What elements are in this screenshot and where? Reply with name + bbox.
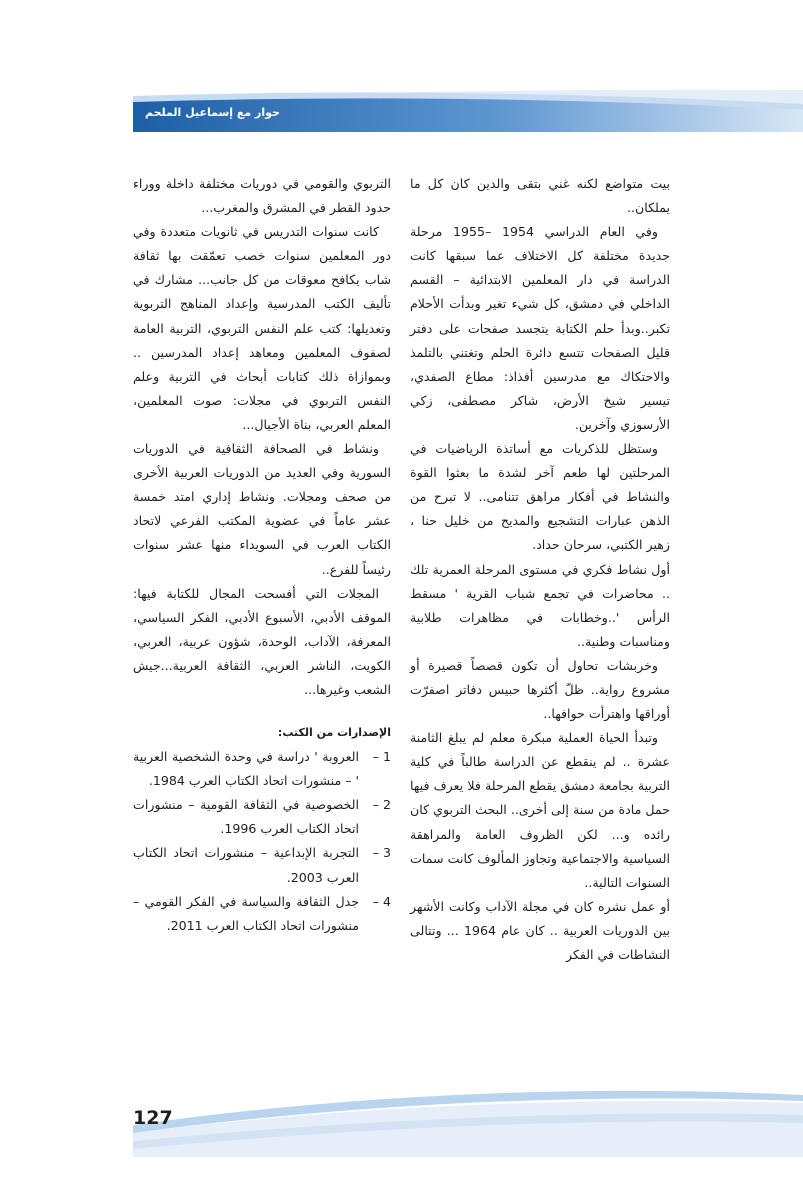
paragraph: ونشاط في الصحافة الثقافية في الدوريات السورية وفي العديد من الدوريات العربية الأخرى من صحف ومجلات. ونشاط إداري امتد خمسة عشر عاماً في عضوية المكتب الفرعي لاتحاد الكتاب العرب في السويداء منها عشر سنوات رئيساً للفرع..: [133, 441, 391, 577]
paragraph: التربوي والقومي في دوريات مختلفة داخلة ووراء حدود القطر في المشرق والمغرب...: [133, 176, 391, 216]
publication-text: العروبة ' دراسة في وحدة الشخصية العربية ' – منشورات اتحاد الكتاب العرب 1984.: [133, 749, 359, 789]
paragraph: كانت سنوات التدريس في ثانويات متعددة وفي دور المعلمين سنوات خصب تعمّقت بها ثقافة شاب يكافح معوقات من كل جانب... مشارك في تأليف الكتب المدرسية وإعداد المناهج التربوية وتعديلها: كتب علم النفس التربوي، التربية العامة لصفوف المعلمين ومعاهد إعداد المدرسين .. وبموازاة ذلك كتابات أبحاث في التربية وعلم النفس التربوي في مجلات: صوت المعلمين، المعلم العربي، بناة الأجيال...: [133, 224, 391, 432]
paragraph: وتبدأ الحياة العملية مبكرة معلم لم يبلغ الثامنة عشرة .. لم ينقطع عن الدراسة طالباً في كلية التربية بجامعة دمشق يقطع المرحلة فلا يعرف فيها حمل مادة من سنة إلى أخرى.. البحث التربوي كان رائده و... لكن الظروف العامة والمراهقة السياسية والاجتماعية وتجاوز المألوف كانت سمات السنوات التالية..: [410, 730, 670, 890]
paragraph: المجلات التي أفسحت المجال للكتابة فيها: الموقف الأدبي، الأسبوع الأدبي، الفكر السياسي، المعرفة، الآداب، الوحدة، شؤون عربية، العربي، الكويت، الناشر العربي، الثقافة العربية...جيش الشعب وغيرها...: [133, 585, 391, 697]
left-column: [133, 172, 391, 938]
page-header-band: [133, 86, 803, 132]
publication-item: [133, 745, 391, 793]
footer-swoosh-graphic: [133, 1085, 803, 1157]
paragraph: بيت متواضع لكنه غني بتقى والدين كان كل ما يملكان..: [410, 176, 670, 216]
publication-text: جدل الثقافة والسياسة في الفكر القومي – منشورات اتحاد الكتاب العرب 2011.: [133, 893, 359, 933]
paragraph: أول نشاط فكري في مستوى المرحلة العمرية تلك .. محاضرات في تجمع شباب القرية ' مسقط الرأس '..وخطابات في مظاهرات طلابية ومناسبات وطنية..: [410, 561, 670, 649]
paragraph: وخربشات تحاول أن تكون قصصاً قصيرة أو مشروع رواية.. ظلّ أكثرها حبيس دفاتر اصفرّت أوراقها واهترأت حوافها..: [410, 657, 670, 722]
publication-number: 1 –: [372, 749, 391, 765]
header-title: حوار مع إسماعيل الملحم: [145, 106, 280, 119]
paragraph: وستظل للذكريات مع أساتذة الرياضيات في المرحلتين لها طعم آخر لشدة ما بعثوا القوة والنشاط في أفكار مراهق تتنامى.. لا تبرح من الذهن عبارات التشجيع والمديح من خليل حنا ، زهير الكتبي، سرحان حداد.: [410, 441, 670, 553]
publication-text: الخصوصية في الثقافة القومية – منشورات اتحاد الكتاب العرب 1996.: [133, 797, 359, 837]
publication-number: 4 –: [372, 893, 391, 909]
publication-item: [133, 793, 391, 841]
right-column: [410, 172, 670, 967]
page-footer-band: [133, 1085, 803, 1157]
publications-list: [133, 745, 391, 938]
publication-item: [133, 841, 391, 889]
publication-number: 3 –: [372, 845, 391, 861]
paragraph: وفي العام الدراسي 1954 –1955 مرحلة جديدة مختلفة كل الاختلاف عما سبقها كانت الدراسة في دار المعلمين الابتدائية – القسم الداخلي في دمشق، كل شيء تغير وبدأت الأحلام تكبر..وبدأ حلم الكتابة يتجسد صفحات على دفتر قليل الصفحات تتسع دائرة الحلم وتغتني بالتلمذ والاحتكاك مع مدرسين أفذاذ: مطاع الصفدي، تيسير شيخ الأرض، شاكر مصطفى، زكي الأرسوزي وآخرين.: [410, 224, 670, 432]
publication-number: 2 –: [372, 797, 391, 813]
publication-item: [133, 890, 391, 938]
publications-heading: الإصدارات من الكتب:: [277, 726, 391, 740]
paragraph: أو عمل نشره كان في مجلة الآداب وكانت الأشهر بين الدوريات العربية .. كان عام 1964 ... وتتالى النشاطات في الفكر: [410, 898, 671, 962]
page-number: 127: [133, 1107, 173, 1129]
publication-text: التجربة الإبداعية – منشورات اتحاد الكتاب العرب 2003.: [133, 845, 359, 885]
